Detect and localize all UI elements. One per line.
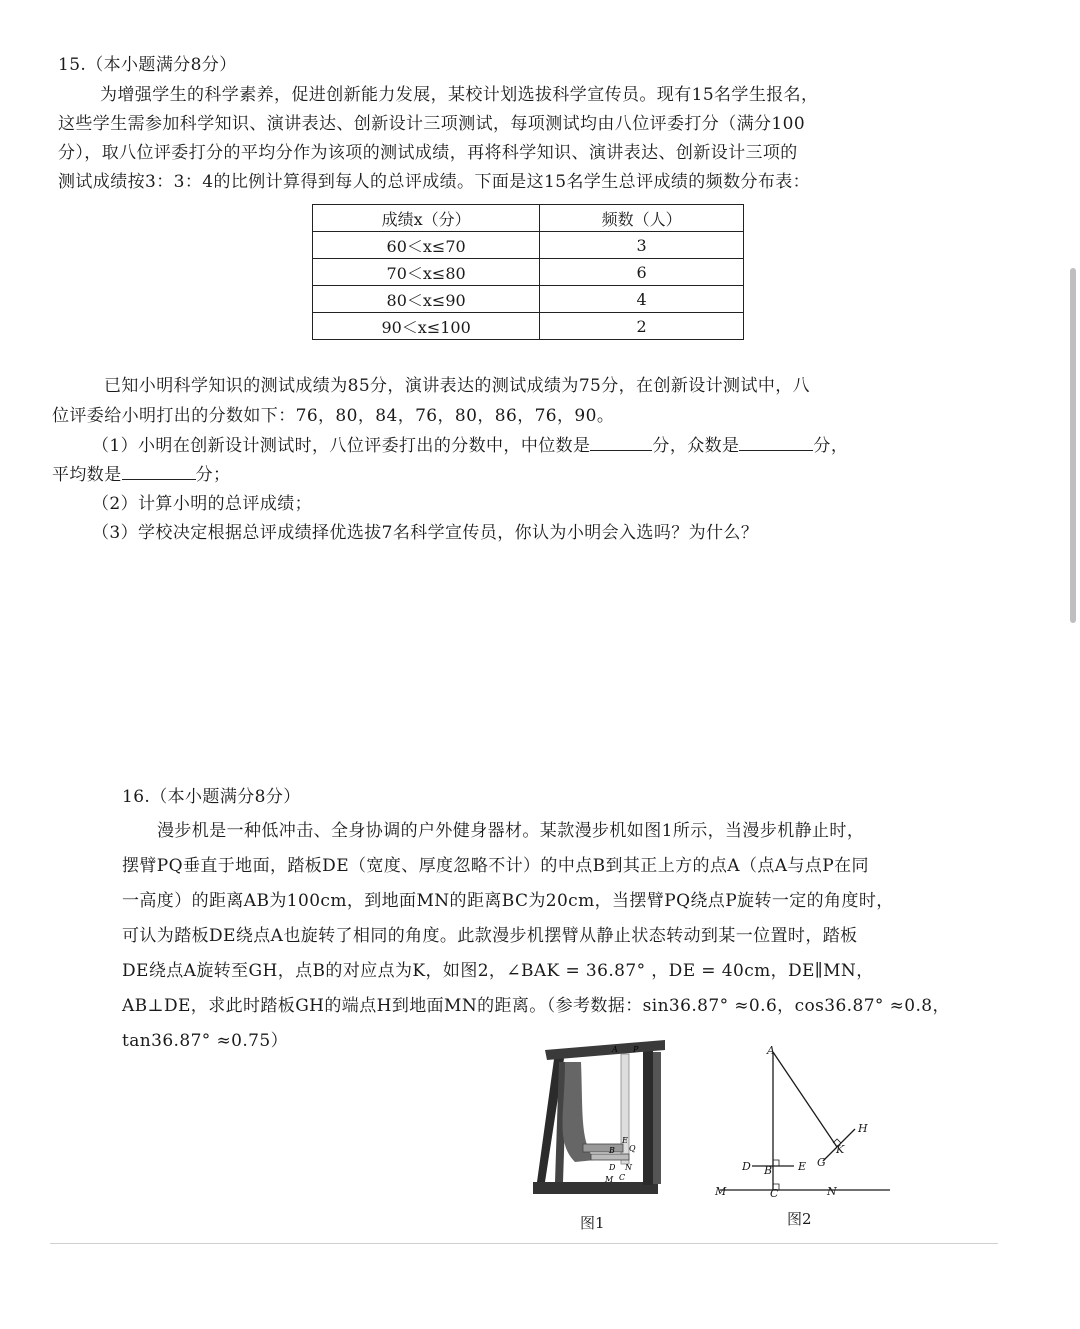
fig2-line-ak: [773, 1052, 837, 1147]
fig1-label-p: P: [633, 1045, 639, 1054]
q15-part-3: （3）学校决定根据总评成绩择优选拔7名科学宣传员，你认为小明会入选吗？为什么？: [92, 523, 759, 543]
table-cell-count: 6: [540, 259, 744, 286]
q16-line-5: DE绕点A旋转至GH，点B的对应点为K，如图2，∠BAK = 36.87° ，DE = 40cm，DE∥MN，: [122, 961, 874, 981]
table-row: [313, 313, 744, 340]
fig1-right-post-back: [653, 1052, 661, 1184]
fig1-label-q: Q: [629, 1144, 636, 1153]
fig1-label-a: A: [612, 1045, 618, 1054]
q16-line-7: tan36.87° ≈0.75）: [122, 1031, 288, 1051]
table-cell-range: 90＜x≤100: [313, 313, 540, 340]
vertical-scrollbar[interactable]: [1070, 268, 1076, 623]
q15-part-1-text-a: （1）小明在创新设计测试时，八位评委打出的分数中，中位数是: [92, 436, 591, 456]
table-cell-count: 2: [540, 313, 744, 340]
frequency-table: [312, 204, 744, 340]
fig1-label-n: N: [625, 1163, 632, 1172]
answer-blank-mean[interactable]: [122, 463, 196, 480]
q15-part-1-text-b: 分，众数是: [652, 436, 740, 456]
fig1-pedal-upper: [583, 1144, 623, 1152]
q15-part-2: （2）计算小明的总评成绩；: [92, 494, 313, 514]
table-header-score: 成绩x（分）: [313, 205, 540, 232]
q16-line-4: 可认为踏板DE绕点A也旋转了相同的角度。此款漫步机摆臂从静止状态转动到某一位置时，踏板: [122, 926, 858, 946]
figure-2-geometry: [710, 1040, 900, 1205]
table-cell-count: 3: [540, 232, 744, 259]
q15-intro-line-1: 为增强学生的科学素养，促进创新能力发展，某校计划选拔科学宣传员。现有15名学生报名，: [100, 85, 819, 105]
q16-line-2: 摆臂PQ垂直于地面，踏板DE（宽度、厚度忽略不计）的中点B到其正上方的点A（点A与点P在同: [122, 856, 869, 876]
table-cell-range: 60＜x≤70: [313, 232, 540, 259]
fig1-right-post: [643, 1050, 653, 1185]
table-cell-count: 4: [540, 286, 744, 313]
fig2-label-b: B: [764, 1164, 773, 1177]
q16-line-6: AB⊥DE，求此时踏板GH的端点H到地面MN的距离。（参考数据：sin36.87° ≈0.6，cos36.87° ≈0.8，: [122, 996, 950, 1016]
fig2-label-k: K: [836, 1143, 845, 1156]
fig2-label-c: C: [770, 1187, 779, 1200]
table-header-frequency: 频数（人）: [540, 205, 744, 232]
table-row: [313, 259, 744, 286]
q16-line-1: 漫步机是一种低冲击、全身协调的户外健身器材。某款漫步机如图1所示，当漫步机静止时，: [157, 821, 865, 841]
fig2-label-d: D: [742, 1160, 751, 1173]
fig2-label-a: A: [767, 1044, 775, 1057]
q15-intro-line-2: 这些学生需参加科学知识、演讲表达、创新设计三项测试，每项测试均由八位评委打分（满分100: [58, 114, 806, 134]
figure-2-caption: 图2: [787, 1210, 812, 1228]
q15-known-line-2: 位评委给小明打出的分数如下：76，80，84，76，80，86，76，90。: [52, 406, 615, 426]
table-cell-range: 70＜x≤80: [313, 259, 540, 286]
q15-header: 15.（本小题满分8分）: [58, 55, 237, 75]
table-row: [313, 286, 744, 313]
fig1-label-e: E: [622, 1136, 628, 1145]
fig1-base: [533, 1182, 658, 1194]
q15-part-1-text-c: 分，: [813, 436, 849, 456]
q15-known-line-1: 已知小明科学知识的测试成绩为85分，演讲表达的测试成绩为75分，在创新设计测试中，八: [104, 376, 811, 396]
figure-1-caption: 图1: [580, 1214, 605, 1232]
q15-part-1-cont: [52, 460, 230, 485]
q15-part-1-text-e: 分；: [195, 465, 231, 485]
answer-blank-mode[interactable]: [739, 434, 813, 451]
fig2-label-e: E: [798, 1160, 807, 1173]
q16-line-3: 一高度）的距离AB为100cm，到地面MN的距离BC为20cm，当摆臂PQ绕点P旋转一定的角度时，: [122, 891, 894, 911]
answer-blank-median[interactable]: [590, 434, 652, 451]
fig1-label-b: B: [609, 1146, 615, 1155]
q15-intro-line-4: 测试成绩按3：3：4的比例计算得到每人的总评成绩。下面是这15名学生总评成绩的频数分布表：: [58, 172, 811, 192]
q15-intro-line-3: 分），取八位评委打分的平均分作为该项的测试成绩，再将科学知识、演讲表达、创新设计三项的: [58, 143, 798, 163]
q15-part-1-text-d: 平均数是: [52, 465, 122, 485]
fig2-label-h: H: [858, 1122, 868, 1135]
fig2-label-n: N: [827, 1185, 837, 1198]
q15-part-1: [92, 431, 848, 456]
fig2-label-m: M: [715, 1185, 727, 1198]
fig2-label-g: G: [817, 1156, 826, 1169]
page-bottom-divider: [50, 1243, 998, 1244]
fig1-label-c: C: [619, 1173, 626, 1182]
table-cell-range: 80＜x≤90: [313, 286, 540, 313]
table-header-row: [313, 205, 744, 232]
fig2-right-angle-b: [773, 1160, 779, 1166]
fig1-label-m: M: [605, 1175, 614, 1184]
q16-header: 16.（本小题满分8分）: [122, 787, 301, 807]
figure-1-walking-machine: [525, 1032, 670, 1202]
fig1-label-d: D: [609, 1163, 616, 1172]
table-row: [313, 232, 744, 259]
